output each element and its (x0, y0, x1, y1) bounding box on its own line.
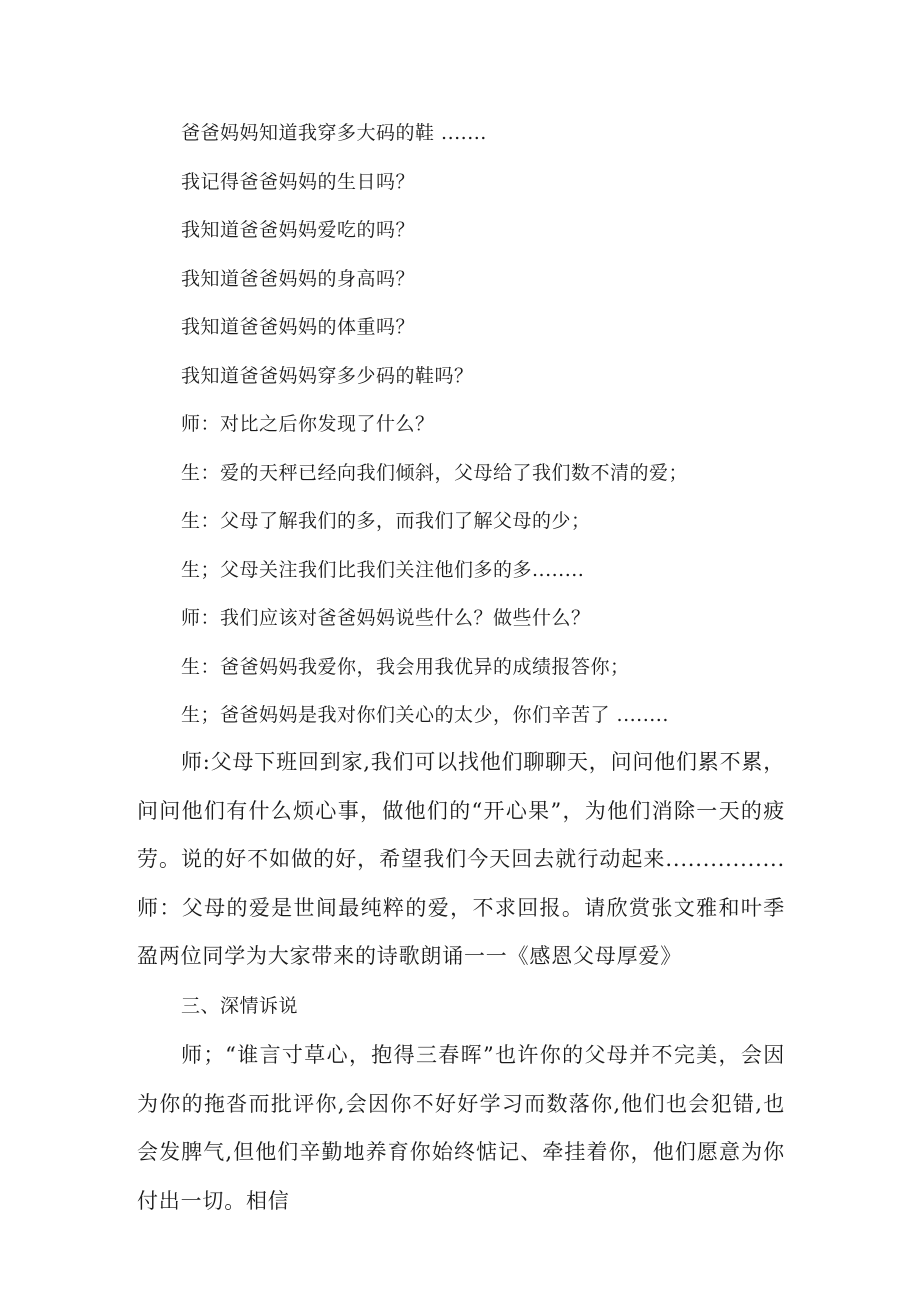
body-paragraph: 师；“谁言寸草心，抱得三春晖”也许你的父母并不完美，会因为你的拖沓而批评你,会因你不好好学习而数落你,他们也会犯错,也会发脾气,但他们辛勤地养育你始终惦记、牵挂着你，他们愿意为你付出一切。相信 (137, 1043, 785, 1213)
dialogue-line: 生；父母关注我们比我们关注他们多的多........ (181, 559, 585, 581)
dialogue-line: 生：父母了解我们的多，而我们了解父母的少； (181, 510, 591, 532)
dialogue-line: 我知道爸爸妈妈的身高吗？ (181, 268, 416, 290)
dialogue-line: 生：爸爸妈妈我爱你，我会用我优异的成绩报答你； (181, 656, 630, 678)
dialogue-line: 我知道爸爸妈妈的体重吗？ (181, 316, 416, 338)
dialogue-line: 爸爸妈妈知道我穿多大码的鞋 ....... (181, 122, 487, 144)
dialogue-line: 我知道爸爸妈妈穿多少码的鞋吗？ (181, 365, 474, 387)
section-heading: 三、深情诉说 (181, 995, 299, 1017)
dialogue-line: 生：爱的天秤已经向我们倾斜，父母给了我们数不清的爱； (181, 462, 689, 484)
body-paragraph: 师:父母下班回到家,我们可以找他们聊聊天，问问他们累不累，问问他们有什么烦心事，做他们的“开心果”，为他们消除一天的疲劳。说的好不如做的好，希望我们今天回去就行动起来................师：父母的爱是世间最纯粹的爱，不求回报。请欣赏张文雅和叶季盈两位同学为大家带来的诗歌朗诵一一《感恩父母厚爱》 (137, 750, 785, 969)
dialogue-line: 我知道爸爸妈妈爱吃的吗？ (181, 219, 416, 241)
dialogue-line: 师：对比之后你发现了什么？ (181, 413, 435, 435)
dialogue-line: 师：我们应该对爸爸妈妈说些什么？做些什么？ (181, 607, 591, 629)
dialogue-line: 我记得爸爸妈妈的生日吗？ (181, 171, 416, 193)
dialogue-line: 生；爸爸妈妈是我对你们关心的太少，你们辛苦了 ........ (181, 704, 669, 726)
